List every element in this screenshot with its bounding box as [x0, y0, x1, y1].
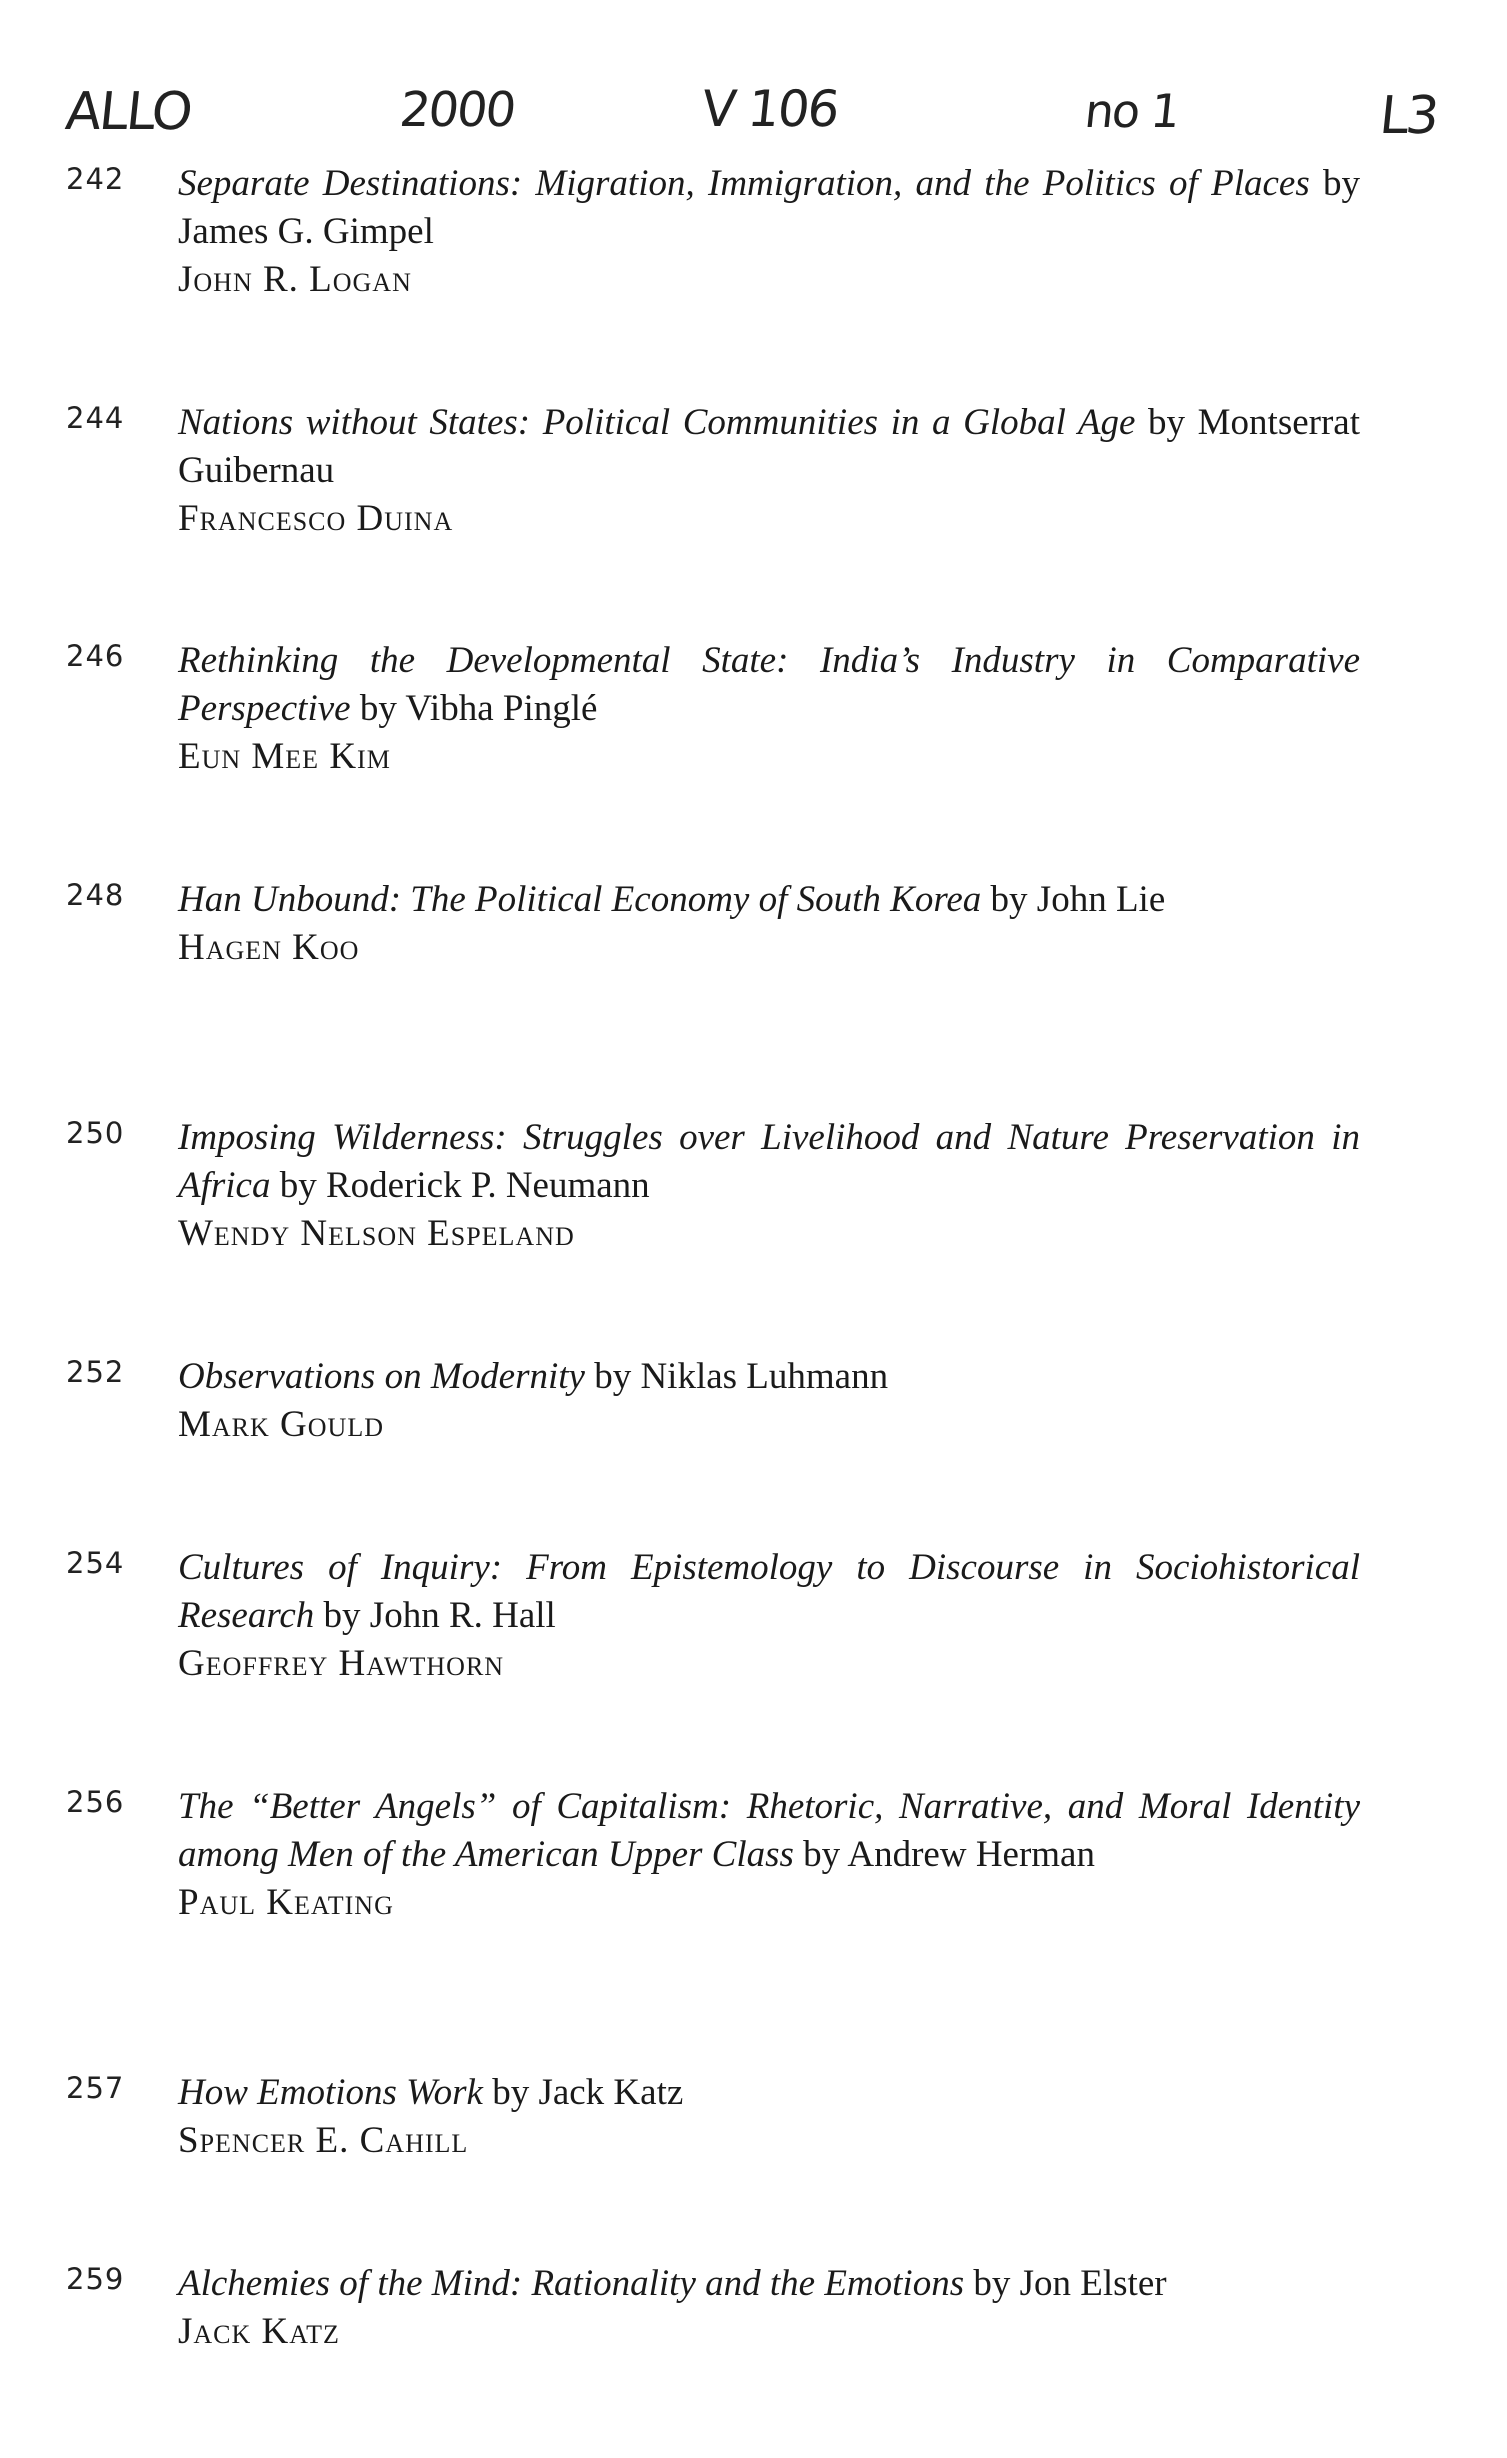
- handwritten-note-volume-code: ALLO: [62, 82, 194, 142]
- book-author: by Roderick P. Neumann: [270, 1165, 650, 1206]
- entry-page-number: 259: [66, 2262, 125, 2296]
- entry-page-number: 250: [66, 1116, 125, 1150]
- reviewer-name: Wendy Nelson Espeland: [178, 1213, 575, 1254]
- handwritten-note-volume: V 106: [698, 80, 841, 138]
- book-author: by John R. Hall: [314, 1595, 556, 1636]
- reviewer-name: Mark Gould: [178, 1404, 384, 1445]
- entry-page-number: 257: [66, 2071, 125, 2105]
- book-title: Rethinking the Developmental State: India’s Industry in Comparative Perspective: [178, 640, 1360, 729]
- reviewer-name: Geoffrey Hawthorn: [178, 1643, 505, 1684]
- book-title: Imposing Wilderness: Struggles over Livelihood and Nature Preservation in Africa: [178, 1117, 1360, 1206]
- entry-body: [178, 2069, 1360, 2165]
- entry-page-number: 252: [66, 1355, 125, 1389]
- book-title: Alchemies of the Mind: Rationality and the Emotions: [178, 2263, 965, 2304]
- book-author: by James G. Gimpel: [178, 163, 1360, 252]
- entry-page-number: 256: [66, 1785, 125, 1819]
- entry-body: [178, 160, 1360, 304]
- reviewer-name: Spencer E. Cahill: [178, 2120, 469, 2161]
- entry-body: [178, 1114, 1360, 1258]
- entry-page-number: 248: [66, 878, 125, 912]
- reviewer-name: Francesco Duina: [178, 498, 454, 539]
- entry-body: [178, 1353, 1360, 1449]
- entry-page-number: 244: [66, 401, 125, 435]
- handwritten-note-year: 2000: [397, 82, 518, 138]
- book-title: The “Better Angels” of Capitalism: Rhetoric, Narrative, and Moral Identity among Men of the American Upper Class: [178, 1786, 1360, 1875]
- book-title: Nations without States: Political Communities in a Global Age: [178, 402, 1136, 443]
- entry-body: [178, 399, 1360, 543]
- entry-body: [178, 2260, 1360, 2356]
- reviewer-name: Paul Keating: [178, 1882, 394, 1923]
- handwritten-note-page-code: L3: [1376, 86, 1440, 146]
- entry-body: [178, 1783, 1360, 1927]
- book-title: Observations on Modernity: [178, 1356, 585, 1397]
- book-title: How Emotions Work: [178, 2072, 483, 2113]
- book-author: by John Lie: [981, 879, 1166, 920]
- book-title: Separate Destinations: Migration, Immigration, and the Politics of Places: [178, 163, 1310, 204]
- book-author: by Jon Elster: [964, 2263, 1167, 2304]
- book-author: by Jack Katz: [482, 2072, 684, 2113]
- entry-page-number: 246: [66, 639, 125, 673]
- reviewer-name: Eun Mee Kim: [178, 736, 391, 777]
- book-author: by Niklas Luhmann: [584, 1356, 889, 1397]
- book-author: by Andrew Herman: [793, 1834, 1095, 1875]
- book-author: by Montserrat Guibernau: [178, 402, 1360, 491]
- entry-body: [178, 876, 1360, 972]
- reviewer-name: Hagen Koo: [178, 927, 360, 968]
- reviewer-name: John R. Logan: [178, 259, 412, 300]
- book-title: Han Unbound: The Political Economy of South Korea: [178, 879, 982, 920]
- entry-body: [178, 637, 1360, 781]
- reviewer-name: Jack Katz: [178, 2311, 340, 2352]
- entry-page-number: 254: [66, 1546, 125, 1580]
- entry-page-number: 242: [66, 162, 125, 196]
- book-author: by Vibha Pinglé: [350, 688, 598, 729]
- handwritten-note-issue: no 1: [1082, 84, 1182, 138]
- book-title: Cultures of Inquiry: From Epistemology to Discourse in Sociohistorical Research: [178, 1547, 1360, 1636]
- entry-body: [178, 1544, 1360, 1688]
